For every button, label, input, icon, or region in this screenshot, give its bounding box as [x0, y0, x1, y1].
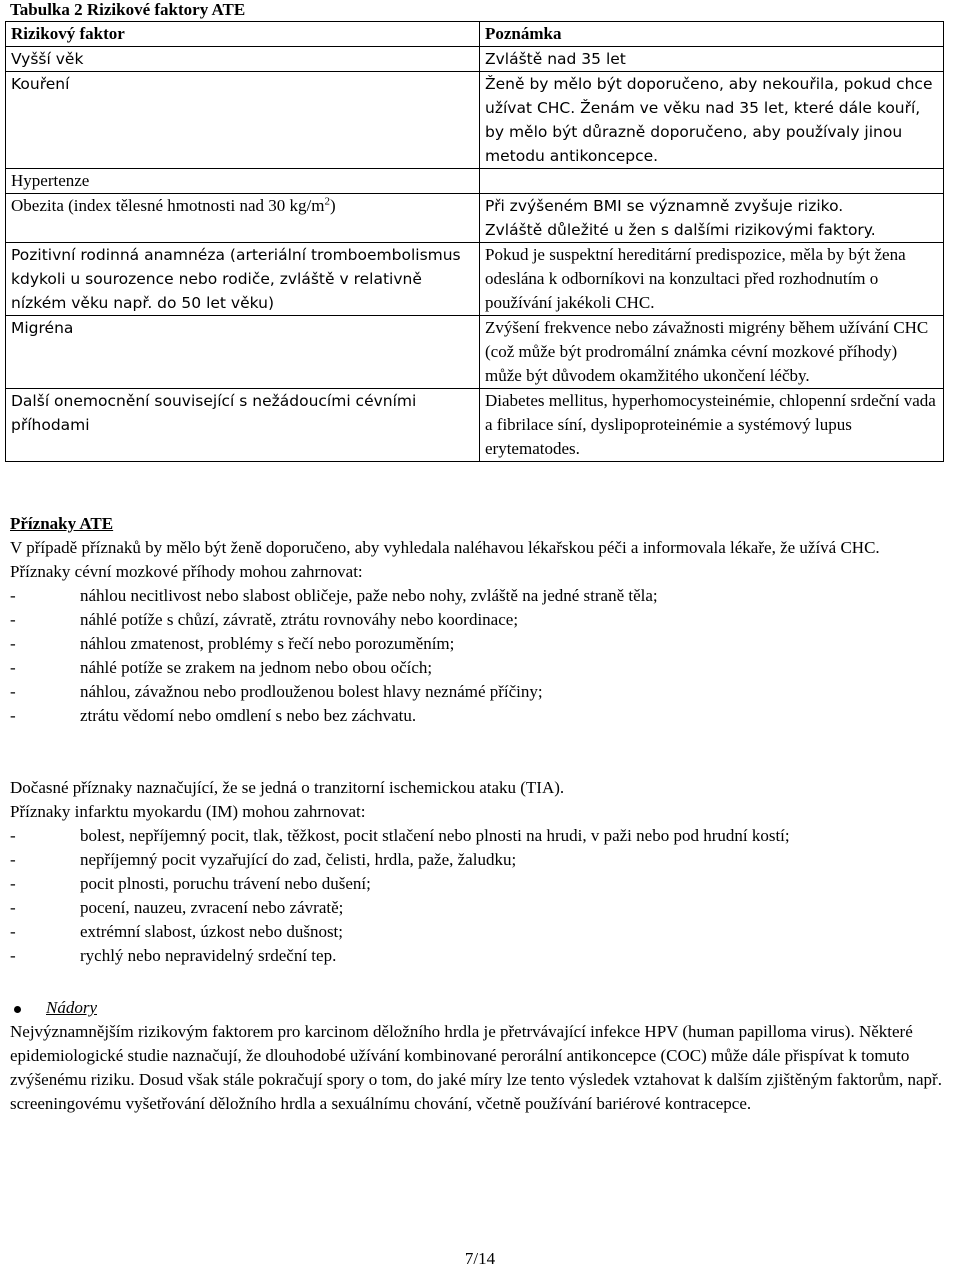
list-item — [10, 920, 955, 944]
factor-cell: Další onemocnění související s nežádoucími cévními příhodami — [6, 389, 480, 462]
note-cell: Zvýšení frekvence nebo závažnosti migrény během užívání CHC (což může být prodromální známka cévní mozkové příhody) může být důvodem okamžitého ukončení léčby. — [480, 316, 944, 389]
mi-section — [10, 776, 955, 968]
list-item — [10, 680, 955, 704]
note-cell: Pokud je suspektní hereditární predispozice, měla by být žena odeslána k odborníkovi na konzultaci před rozhodnutím o používání jakékoli CHC. — [480, 243, 944, 316]
list-item — [10, 584, 955, 608]
dash: - — [10, 922, 16, 941]
symptoms-section — [10, 512, 955, 728]
dash: - — [10, 634, 16, 653]
list-item-text: náhlou necitlivost nebo slabost obličeje, paže nebo nohy, zvláště na jedné straně těla; — [80, 586, 658, 605]
list-item-text: pocit plnosti, poruchu trávení nebo dušení; — [80, 874, 371, 893]
dash: - — [10, 826, 16, 845]
list-item-text: náhlou, závažnou nebo prodlouženou bolest hlavy neznámé příčiny; — [80, 682, 543, 701]
dash: - — [10, 682, 16, 701]
list-item-text: ztrátu vědomí nebo omdlení s nebo bez záchvatu. — [80, 706, 417, 725]
table-row — [6, 389, 944, 462]
header-factor: Rizikový faktor — [6, 22, 480, 47]
note-cell: Ženě by mělo být doporučeno, aby nekouřila, pokud chce užívat CHC. Ženám ve věku nad 35 let, které dále kouří, by mělo být důrazně doporučeno, aby používaly jinou metodu antikoncepce. — [480, 72, 944, 169]
dash: - — [10, 946, 16, 965]
bullet-icon — [10, 996, 46, 1020]
factor-cell: Pozitivní rodinná anamnéza (arteriální tromboembolismus kdykoli u sourozence nebo rodiče, zvláště v relativně nízkém věku např. do 50 let věku) — [6, 243, 480, 316]
list-item-text: náhlou zmatenost, problémy s řečí nebo porozuměním; — [80, 634, 455, 653]
list-item-text: náhlé potíže se zrakem na jednom nebo obou očích; — [80, 658, 433, 677]
tumors-section — [10, 996, 955, 1116]
note-text-2: Zvláště důležité u žen s dalšími rizikovými faktory. — [485, 221, 876, 239]
list-item-text: extrémní slabost, úzkost nebo dušnost; — [80, 922, 344, 941]
tumors-heading-row — [10, 996, 955, 1020]
table-row — [6, 47, 944, 72]
table-row — [6, 316, 944, 389]
table-header-row — [6, 22, 944, 47]
dash: - — [10, 586, 16, 605]
superscript: 2 — [324, 195, 330, 208]
factor-cell: Hypertenze — [6, 169, 480, 194]
factor-cell: Kouření — [6, 72, 480, 169]
list-item — [10, 656, 955, 680]
factor-text: Obezita (index tělesné hmotnosti nad 30 kg/m — [11, 196, 325, 215]
factor-cell — [6, 194, 480, 243]
list-item — [10, 848, 955, 872]
factor-text-end: ) — [330, 196, 336, 215]
dash: - — [10, 898, 16, 917]
list-item-text: pocení, nauzeu, zvracení nebo závratě; — [80, 898, 344, 917]
list-item — [10, 632, 955, 656]
dash: - — [10, 850, 16, 869]
symptoms-intro: V případě příznaků by mělo být ženě doporučeno, aby vyhledala naléhavou lékařskou péči a informovala lékaře, že užívá CHC. — [10, 538, 880, 557]
list-item — [10, 872, 955, 896]
stroke-intro: Příznaky cévní mozkové příhody mohou zahrnovat: — [10, 562, 363, 581]
table-row — [6, 243, 944, 316]
dash: - — [10, 658, 16, 677]
list-item-text: rychlý nebo nepravidelný srdeční tep. — [80, 946, 337, 965]
table-row — [6, 194, 944, 243]
list-item — [10, 944, 955, 968]
tia-text: Dočasné příznaky naznačující, že se jedná o tranzitorní ischemickou ataku (TIA). — [10, 778, 565, 797]
header-note: Poznámka — [480, 22, 944, 47]
list-item — [10, 608, 955, 632]
stroke-list — [10, 584, 955, 728]
table-row — [6, 169, 944, 194]
mi-list — [10, 824, 955, 968]
page-number: 7/14 — [464, 1249, 496, 1268]
tumors-heading: Nádory — [46, 998, 97, 1017]
list-item — [10, 704, 955, 728]
dash: - — [10, 706, 16, 725]
note-text: Při zvýšeném BMI se významně zvyšuje riziko. — [485, 197, 844, 215]
factor-cell: Migréna — [6, 316, 480, 389]
list-item — [10, 896, 955, 920]
note-cell: Diabetes mellitus, hyperhomocysteinémie, chlopenní srdeční vada a fibrilace síní, dyslipoproteinémie a systémový lupus erytematodes. — [480, 389, 944, 462]
note-cell — [480, 169, 944, 194]
list-item-text: bolest, nepříjemný pocit, tlak, těžkost, pocit stlačení nebo plnosti na hrudi, v paži nebo pod hrudní kostí; — [80, 826, 790, 845]
dash: - — [10, 874, 16, 893]
note-cell — [480, 194, 944, 243]
mi-intro: Příznaky infarktu myokardu (IM) mohou zahrnovat: — [10, 802, 366, 821]
symptoms-heading: Příznaky ATE — [10, 514, 114, 533]
tumors-text: Nejvýznamnějším rizikovým faktorem pro karcinom děložního hrdla je přetrvávající infekce HPV (human papilloma virus). Některé epidemiologické studie naznačují, že dlouhodobé užívání kombinované perorální antikoncepce (COC) může dále přispívat k tomuto zvýšenému riziku. Dosud však stále pokračují spory o tom, do jaké míry lze tento výsledek vztahovat k dalším zjištěným faktorům, např. screeningovému vyšetřování děložního hrdla a sexuálnímu chování, včetně používání bariérové kontracepce. — [10, 1022, 942, 1113]
table-caption: Tabulka 2 Rizikové faktory ATE — [10, 0, 246, 19]
list-item — [10, 824, 955, 848]
risk-factor-table — [5, 21, 944, 462]
list-item-text: náhlé potíže s chůzí, závratě, ztrátu rovnováhy nebo koordinace; — [80, 610, 519, 629]
table-row — [6, 72, 944, 169]
dash: - — [10, 610, 16, 629]
note-cell: Zvláště nad 35 let — [480, 47, 944, 72]
list-item-text: nepříjemný pocit vyzařující do zad, čelisti, hrdla, paže, žaludku; — [80, 850, 517, 869]
factor-cell: Vyšší věk — [6, 47, 480, 72]
